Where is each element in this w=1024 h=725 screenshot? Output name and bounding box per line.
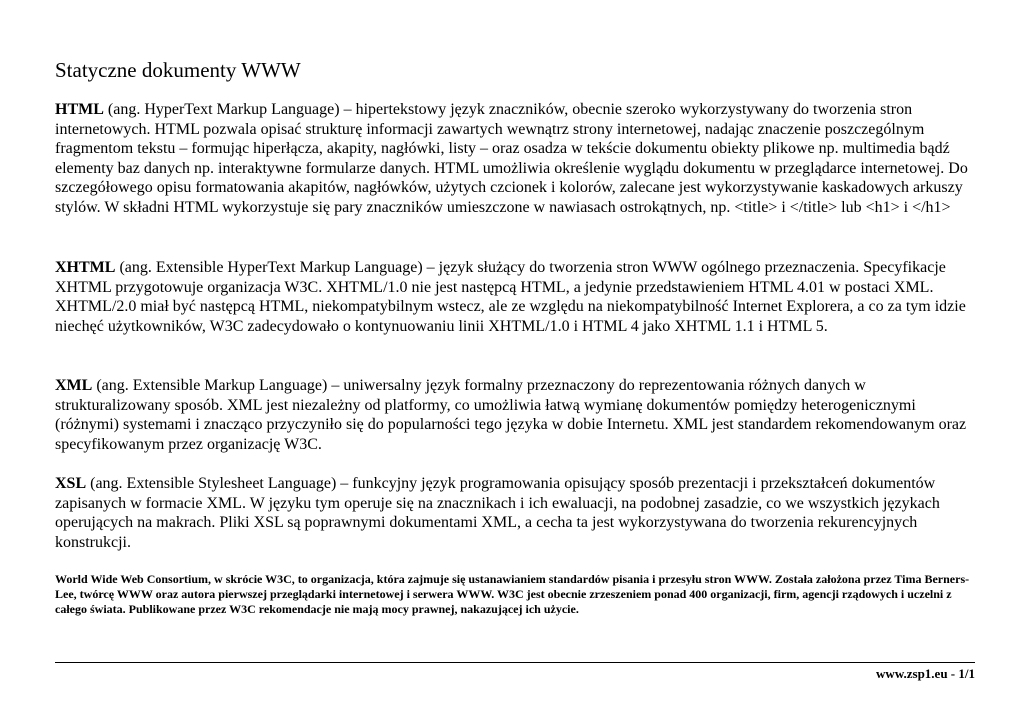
section-text: (ang. Extensible Stylesheet Language) – funkcyjny język programowania opisujący sposób prezentacji i przekształceń dokumentów zapisanych w formacie XML. W języku tym operuje się na znacznikach i ich ewaluacji, na podobnej zasadzie, co we wszystkich językach operujących na makrach. Pliki XSL są poprawnymi dokumentami XML, a cecha ta jest wykorzystywana do tworzenia rekurencyjnych konstrukcji. [55, 475, 940, 551]
section-term: XML [55, 377, 93, 394]
page-footer: www.zsp1.eu - 1/1 [876, 666, 975, 681]
section-text: (ang. Extensible HyperText Markup Language) – język służący do tworzenia stron WWW ogólnego przeznaczenia. Specyfikacje XHTML przygotowuje organizacja W3C. XHTML/1.0 nie jest następcą HTML, a jedynie przedstawieniem HTML 4.01 w postaci XML. XHTML/2.0 miał być następcą HTML, niekompatybilnym wstecz, ale ze względu na niekompatybilność Internet Explorera, a co za tym idzie niechęć użytkowników, W3C zadecydowało o kontynuowaniu linii XHTML/1.0 i HTML 4 jako XHTML 1.1 i HTML 5. [55, 259, 966, 335]
page-title: Statyczne dokumenty WWW [55, 58, 301, 82]
footer-divider [55, 662, 975, 663]
section-html [55, 100, 973, 218]
section-xml [55, 376, 973, 454]
section-term: XSL [55, 475, 87, 492]
w3c-note: World Wide Web Consortium, w skrócie W3C, to organizacja, która zajmuje się ustanawianiem standardów pisania i przesyłu stron WWW. Została założona przez Tima Berners-Lee, twórcę WWW oraz autora pierwszej przeglądarki internetowej i serwera WWW. W3C jest obecnie zrzeszeniem ponad 400 organizacji, firm, agencji rządowych i uczelni z całego świata. Publikowane przez W3C rekomendacje nie mają mocy prawnej, nakazującej ich użycie. [55, 572, 970, 616]
section-xsl [55, 474, 973, 552]
section-term: XHTML [55, 259, 116, 276]
section-text: (ang. Extensible Markup Language) – uniwersalny język formalny przeznaczony do reprezentowania różnych danych w strukturalizowany sposób. XML jest niezależny od platformy, co umożliwia łatwą wymianę dokumentów pomiędzy heterogenicznymi (różnymi) systemami i znacząco przyczyniło się do popularności tego języka w dobie Internetu. XML jest standardem rekomendowanym oraz specyfikowanym przez organizację W3C. [55, 377, 967, 453]
section-term: HTML [55, 101, 104, 118]
document-page [55, 0, 975, 725]
section-text: (ang. HyperText Markup Language) – hipertekstowy język znaczników, obecnie szeroko wykorzystywany do tworzenia stron internetowych. HTML pozwala opisać strukturę informacji zawartych wewnątrz strony internetowej, nadając znaczenie poszczególnym fragmentom tekstu – formując hiperłącza, akapity, nagłówki, listy – oraz osadza w tekście dokumentu obiekty plikowe np. multimedia bądź elementy baz danych np. interaktywne formularze danych. HTML umożliwia określenie wyglądu dokumentu w przeglądarce internetowej. Do szczegółowego opisu formatowania akapitów, nagłówków, użytych czcionek i kolorów, zalecane jest wykorzystywanie kaskadowych arkuszy stylów. W składni HTML wykorzystuje się pary znaczników umieszczone w nawiasach ostrokątnych, np. <title> i </title> lub <h1> i </h1> [55, 101, 968, 216]
section-xhtml [55, 258, 973, 336]
